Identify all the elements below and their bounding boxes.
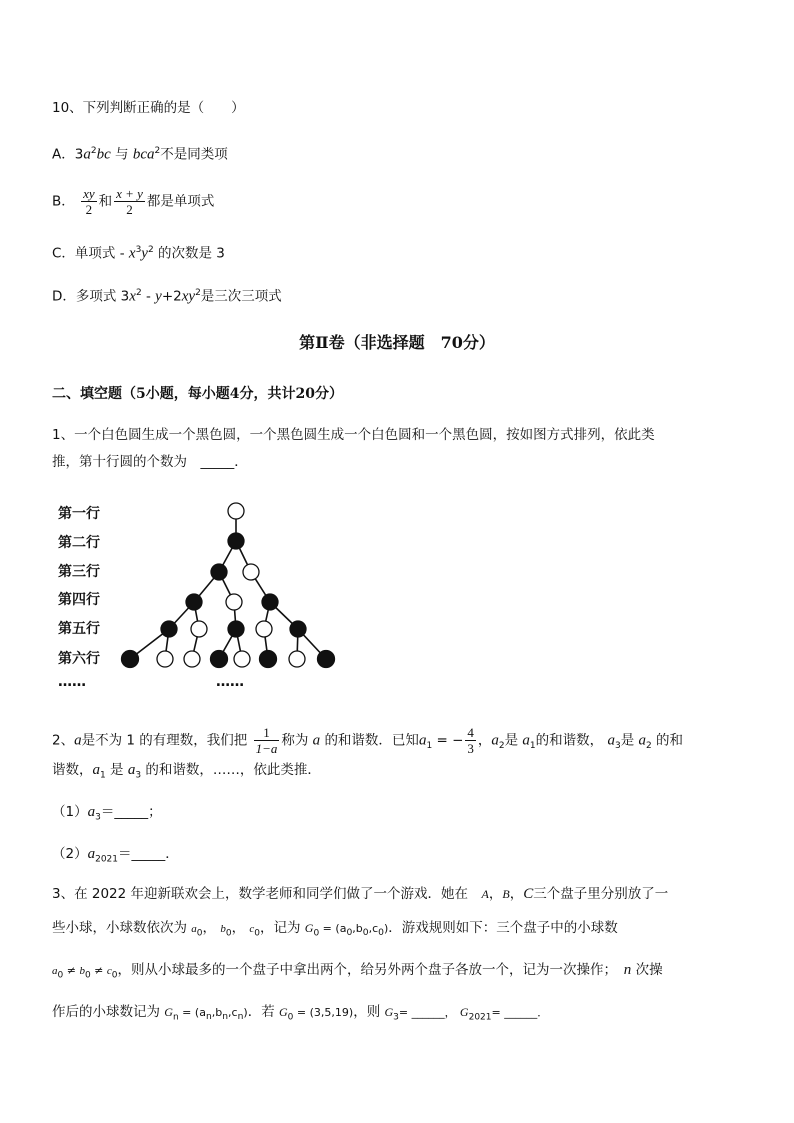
q10-stem: 10、下列判断正确的是（ ） <box>52 100 245 116</box>
circle-white <box>226 594 242 610</box>
q10-option-d: D．多项式 $3x^2 - y+2xy^2$是三次三项式 <box>52 288 282 305</box>
circle-black <box>228 533 244 549</box>
part2-title: 第Ⅱ卷（非选择题 70分） <box>299 333 495 352</box>
section-title: 二、填空题（5小题，每小题4分，共计20分） <box>52 386 343 402</box>
q10-option-c: C．单项式 - $x^3y^2$ 的次数是 3 <box>52 245 225 262</box>
row-label-4: 第四行 <box>58 592 100 608</box>
circle-black <box>262 594 278 610</box>
row-label-1: 第一行 <box>58 506 100 522</box>
circle-black <box>211 651 228 668</box>
circle-white <box>191 621 207 637</box>
q2-part1: $(1)a_3=\_\_\_\_\_$； <box>52 804 162 823</box>
circle-black <box>318 651 335 668</box>
circle-white <box>157 651 173 667</box>
q2-line1: 2、a是不为 1 的有理数，我们把 $\frac{1}{1-a}$ 称为 a 的和谐数．已知$a_1$ = − $\frac{4}{3}$ ，$a_2$是 $a_1$的和谐数， $a_3$是 $a_2$ 的和 <box>52 725 684 756</box>
q1-line1: 1、一个白色圆生成一个黑色圆，一个黑色圆生成一个白色圆和一个黑色圆，按如图方式排列，依此类 <box>52 427 655 443</box>
circle-white <box>228 503 244 519</box>
circle-black <box>290 621 306 637</box>
circle-white <box>184 651 200 667</box>
q3-line2: 些小球，小球数依次为 $a_0$， $b_0$， $c_0$，记为 $G_0 = (a_0,b_0,c_0)$．游戏规则如下：三个盘子中的小球数 <box>52 920 618 939</box>
fraction-4-over-3: $\frac{4}{3}$ <box>467 725 474 756</box>
q10-option-a: A．$3a^2bc$ 与 bca$^2$不是同类项 <box>52 146 228 163</box>
row-label-2: 第二行 <box>58 535 100 551</box>
fraction-xy-over-2: $\frac{xy}{2}$ <box>83 186 95 217</box>
circle-white <box>234 651 250 667</box>
q3-line4: 作后的小球数记为 $G_n = (a_n,b_n,c_n)$．若 $G_0 = (3,5,19)$，则 $G_3=$ ______， $G_{2021}=$ ______． <box>52 1004 549 1023</box>
fraction-1-over-1-minus-a: $\frac{1}{1-a}$ <box>255 725 278 756</box>
q2-line2: 谐数，$a_1$ 是 $a_3$ 的和谐数，……，依此类推． <box>52 762 321 781</box>
fraction-x-plus-y-over-2: $\frac{x + y}{2}$ <box>116 186 143 217</box>
q10-option-b: B． $\frac{xy}{2}$ 和 $\frac{x + y}{2}$ 都是单项式 <box>52 186 215 217</box>
circle-black <box>186 594 202 610</box>
circle-black <box>211 564 227 580</box>
circle-black <box>122 651 139 668</box>
q2-part2: $(2)a_{2021}=\_\_\_\_\_$． <box>52 846 179 865</box>
row-label-6: 第六行 <box>58 651 100 667</box>
ellipsis-mid: …… <box>216 674 244 690</box>
q3-line1: 3、在 2022 年迎新联欢会上，数学老师和同学们做了一个游戏．她在 A，B，C三个盘子里分别放了一 <box>52 886 669 902</box>
circle-black <box>260 651 277 668</box>
circle-white <box>243 564 259 580</box>
circle-white <box>256 621 272 637</box>
circle-black <box>228 621 244 637</box>
ellipsis-left: …… <box>58 674 86 690</box>
row-label-3: 第三行 <box>58 564 100 580</box>
circle-white <box>289 651 305 667</box>
q1-line2: 推，第十行圆的个数为 _____． <box>52 454 248 470</box>
row-label-5: 第五行 <box>58 621 100 637</box>
circle-black <box>161 621 177 637</box>
q3-line3: $a_0 \ne b_0 \ne c_0$，则从小球最多的一个盘子中拿出两个，给另外两个盘子各放一个，记为一次操作； n 次操 <box>52 962 663 981</box>
